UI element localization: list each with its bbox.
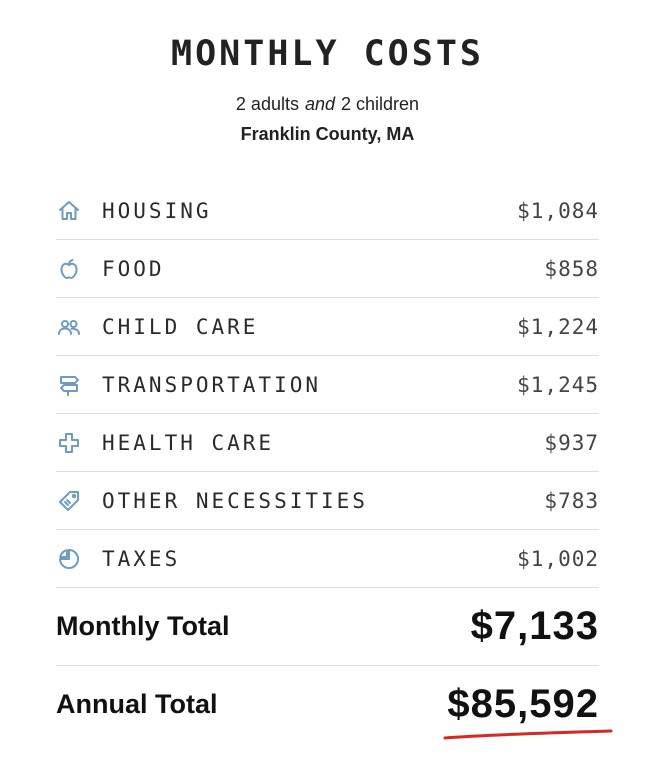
cost-label: HEALTH CARE (102, 430, 275, 455)
page-title: MONTHLY COSTS (171, 34, 484, 74)
cost-amount: $858 (544, 256, 599, 281)
cost-amount: $937 (544, 430, 599, 455)
cost-list (56, 182, 599, 743)
children-count: 2 children (341, 94, 420, 114)
cost-row-child-care (56, 298, 599, 356)
cost-label: OTHER NECESSITIES (102, 488, 368, 513)
cost-amount: $1,245 (517, 372, 599, 397)
medical-cross-icon (56, 430, 82, 456)
adults-count: 2 adults (235, 94, 299, 114)
tag-icon (56, 488, 82, 514)
location: Franklin County, MA (240, 124, 415, 144)
annual-total-amount-wrap (447, 682, 599, 727)
cost-amount: $1,224 (517, 314, 599, 339)
monthly-total-label: Monthly Total (56, 611, 230, 641)
monthly-total-amount: $7,133 (470, 604, 599, 648)
and-text: and (304, 94, 336, 114)
house-icon (56, 198, 82, 224)
cost-label: TRANSPORTATION (102, 372, 322, 397)
cost-label: HOUSING (102, 198, 212, 223)
annual-total-label: Annual Total (56, 689, 218, 719)
people-icon (56, 314, 82, 340)
cost-label: CHILD CARE (102, 314, 259, 339)
apple-icon (56, 256, 82, 282)
cost-amount: $783 (544, 488, 599, 513)
pie-chart-icon (56, 546, 82, 572)
cost-row-housing (56, 182, 599, 240)
cost-row-other-necessities (56, 472, 599, 530)
cost-label: TAXES (102, 546, 181, 571)
annual-total-row (56, 666, 599, 743)
annual-total-amount: $85,592 (447, 682, 599, 726)
cost-row-taxes (56, 530, 599, 588)
cost-amount: $1,084 (517, 198, 599, 223)
signpost-icon (56, 372, 82, 398)
annual-total-underline (443, 729, 613, 741)
household-description (56, 94, 599, 115)
cost-label: FOOD (102, 256, 165, 281)
cost-amount: $1,002 (517, 546, 599, 571)
cost-row-food (56, 240, 599, 298)
cost-row-transportation (56, 356, 599, 414)
cost-row-health-care (56, 414, 599, 472)
monthly-total-row (56, 588, 599, 666)
